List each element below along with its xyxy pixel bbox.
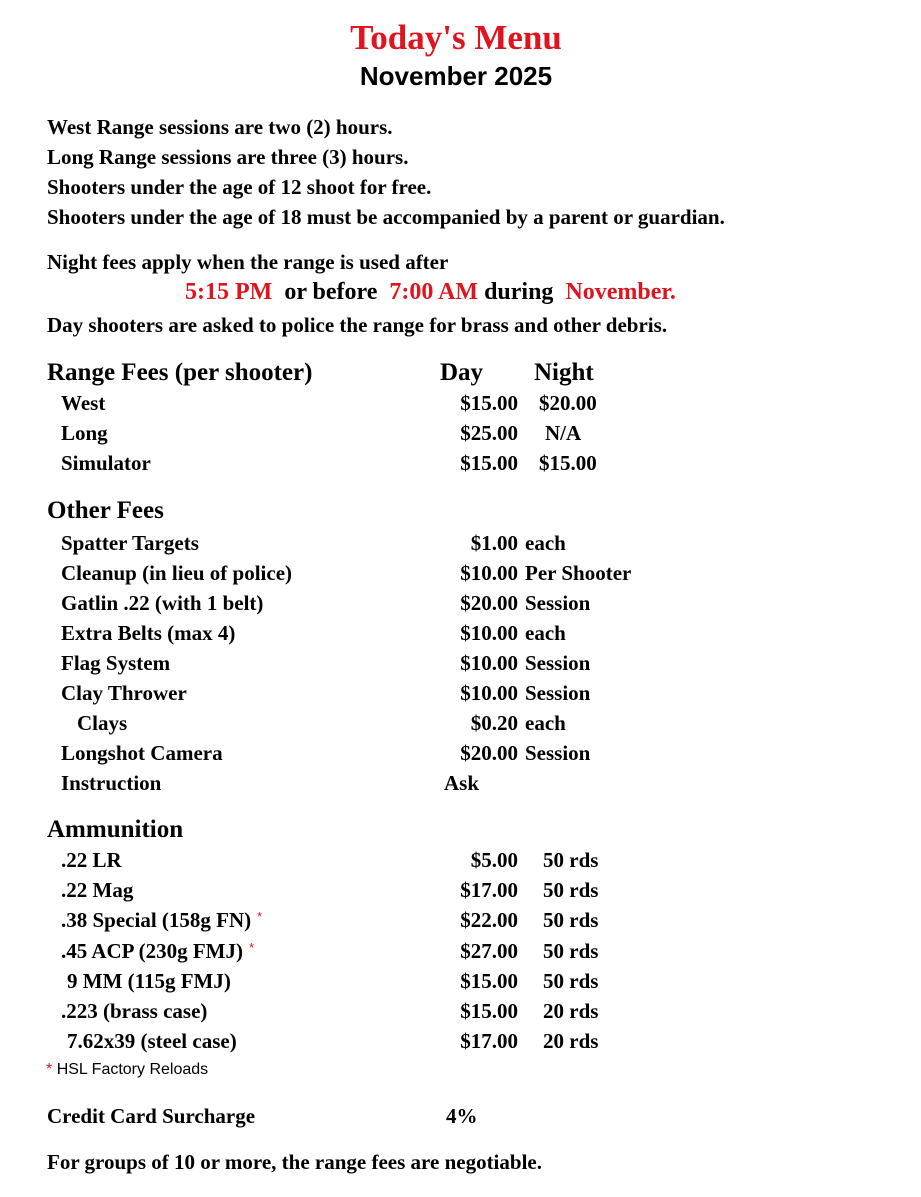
reload-asterisk: * [248, 939, 255, 955]
footnote-text: HSL Factory Reloads [56, 1061, 209, 1078]
other-fee-label: Flag System [61, 651, 171, 675]
night-after-time: 5:15 PM [185, 279, 273, 305]
other-fee-unit: each [525, 711, 566, 735]
rule-line: Shooters under the age of 12 shoot for free. [47, 175, 432, 199]
ammo-quantity: 50 rds [543, 848, 599, 872]
ammo-footnote [46, 1062, 208, 1078]
ammo-label [67, 968, 231, 993]
ammo-quantity: 50 rds [543, 878, 599, 903]
night-times [185, 280, 676, 304]
surcharge-label: Credit Card Surcharge [47, 1104, 256, 1128]
range-fee-day: $15.00 [460, 391, 518, 415]
ammo-price: $17.00 [460, 878, 518, 903]
night-before-time: 7:00 AM [389, 279, 479, 305]
ammo-label [61, 938, 255, 963]
ammo-price: $27.00 [460, 938, 518, 963]
other-fee-label: Clay Thrower [61, 681, 187, 705]
other-fee-price: $20.00 [460, 591, 518, 615]
other-fee-unit: each [525, 621, 566, 645]
other-fees-heading: Other Fees [47, 497, 164, 524]
range-fee-day: $25.00 [460, 421, 518, 445]
ammo-quantity: 50 rds [543, 968, 599, 993]
night-during: during [484, 279, 554, 305]
other-fee-price: $10.00 [460, 681, 518, 705]
other-fee-price: Ask [444, 771, 480, 795]
other-fee-unit: Session [525, 681, 591, 705]
night-month: November. [565, 279, 676, 305]
ammo-name: .45 ACP (230g FMJ) [61, 938, 243, 963]
range-fee-day: $15.00 [460, 451, 518, 475]
page-subtitle: November 2025 [359, 61, 553, 91]
rule-line: Long Range sessions are three (3) hours. [47, 145, 409, 169]
police-note: Day shooters are asked to police the range for brass and other debris. [47, 313, 668, 337]
ammo-price: $15.00 [460, 968, 518, 993]
ammo-quantity: 20 rds [543, 1029, 599, 1054]
other-fee-price: $1.00 [470, 531, 518, 555]
surcharge-value: 4% [446, 1104, 478, 1128]
ammo-name: .22 LR [61, 848, 122, 872]
other-fee-label: Clays [77, 711, 128, 735]
other-fee-label: Extra Belts (max 4) [61, 621, 236, 645]
ammunition-heading: Ammunition [47, 816, 184, 843]
ammo-name: 7.62x39 (steel case) [67, 1029, 237, 1054]
footnote-asterisk: * [46, 1061, 53, 1078]
rule-line: Shooters under the age of 18 must be accompanied by a parent or guardian. [47, 205, 725, 229]
range-fee-night: $15.00 [539, 451, 597, 475]
day-header: Day [440, 359, 484, 386]
other-fee-price: $10.00 [460, 621, 518, 645]
night-intro: Night fees apply when the range is used after [47, 250, 449, 274]
other-fee-label: Spatter Targets [61, 531, 199, 555]
night-header: Night [534, 359, 594, 386]
groups-note: For groups of 10 or more, the range fees are negotiable. [47, 1150, 542, 1174]
ammo-price: $22.00 [460, 908, 518, 933]
other-fee-label: Cleanup (in lieu of police) [61, 561, 293, 585]
ammo-price: $17.00 [460, 1029, 518, 1054]
ammo-label [61, 910, 262, 931]
range-fee-night: $20.00 [539, 391, 597, 415]
other-fee-price: $10.00 [460, 561, 518, 585]
other-fee-label: Instruction [61, 771, 162, 795]
page-title: Today's Menu [350, 18, 562, 57]
other-fee-label: Gatlin .22 (with 1 belt) [61, 591, 264, 615]
other-fee-unit: Session [525, 651, 591, 675]
ammo-quantity: 50 rds [543, 908, 599, 933]
ammo-name: .22 Mag [61, 878, 134, 903]
ammo-price: $5.00 [470, 848, 518, 872]
ammo-label [67, 1031, 237, 1052]
night-or-before: or before [284, 279, 378, 305]
other-fee-price: $20.00 [460, 741, 518, 765]
ammo-quantity: 50 rds [543, 938, 599, 963]
other-fee-label: Longshot Camera [61, 741, 223, 765]
other-fee-unit: Per Shooter [525, 561, 632, 585]
ammo-label [61, 880, 133, 901]
ammo-name: 9 MM (115g FMJ) [67, 968, 231, 993]
other-fee-price: $10.00 [460, 651, 518, 675]
ammo-price: $15.00 [460, 999, 518, 1023]
range-fee-night: N/A [545, 421, 582, 445]
other-fee-unit: Session [525, 741, 591, 765]
other-fee-price: $0.20 [470, 711, 518, 735]
rule-line: West Range sessions are two (2) hours. [47, 115, 393, 139]
range-fees-heading: Range Fees (per shooter) [47, 359, 313, 386]
ammo-quantity: 20 rds [543, 999, 599, 1023]
ammo-label [61, 850, 122, 871]
range-fee-label: Long [61, 421, 108, 445]
other-fee-unit: each [525, 531, 566, 555]
reload-asterisk: * [257, 909, 263, 925]
other-fee-unit: Session [525, 591, 591, 615]
ammo-label [61, 1001, 207, 1022]
ammo-name: .38 Special (158g FN) [61, 908, 252, 933]
range-fee-label: West [61, 391, 106, 415]
ammo-name: .223 (brass case) [61, 999, 208, 1023]
range-fee-label: Simulator [61, 451, 151, 475]
